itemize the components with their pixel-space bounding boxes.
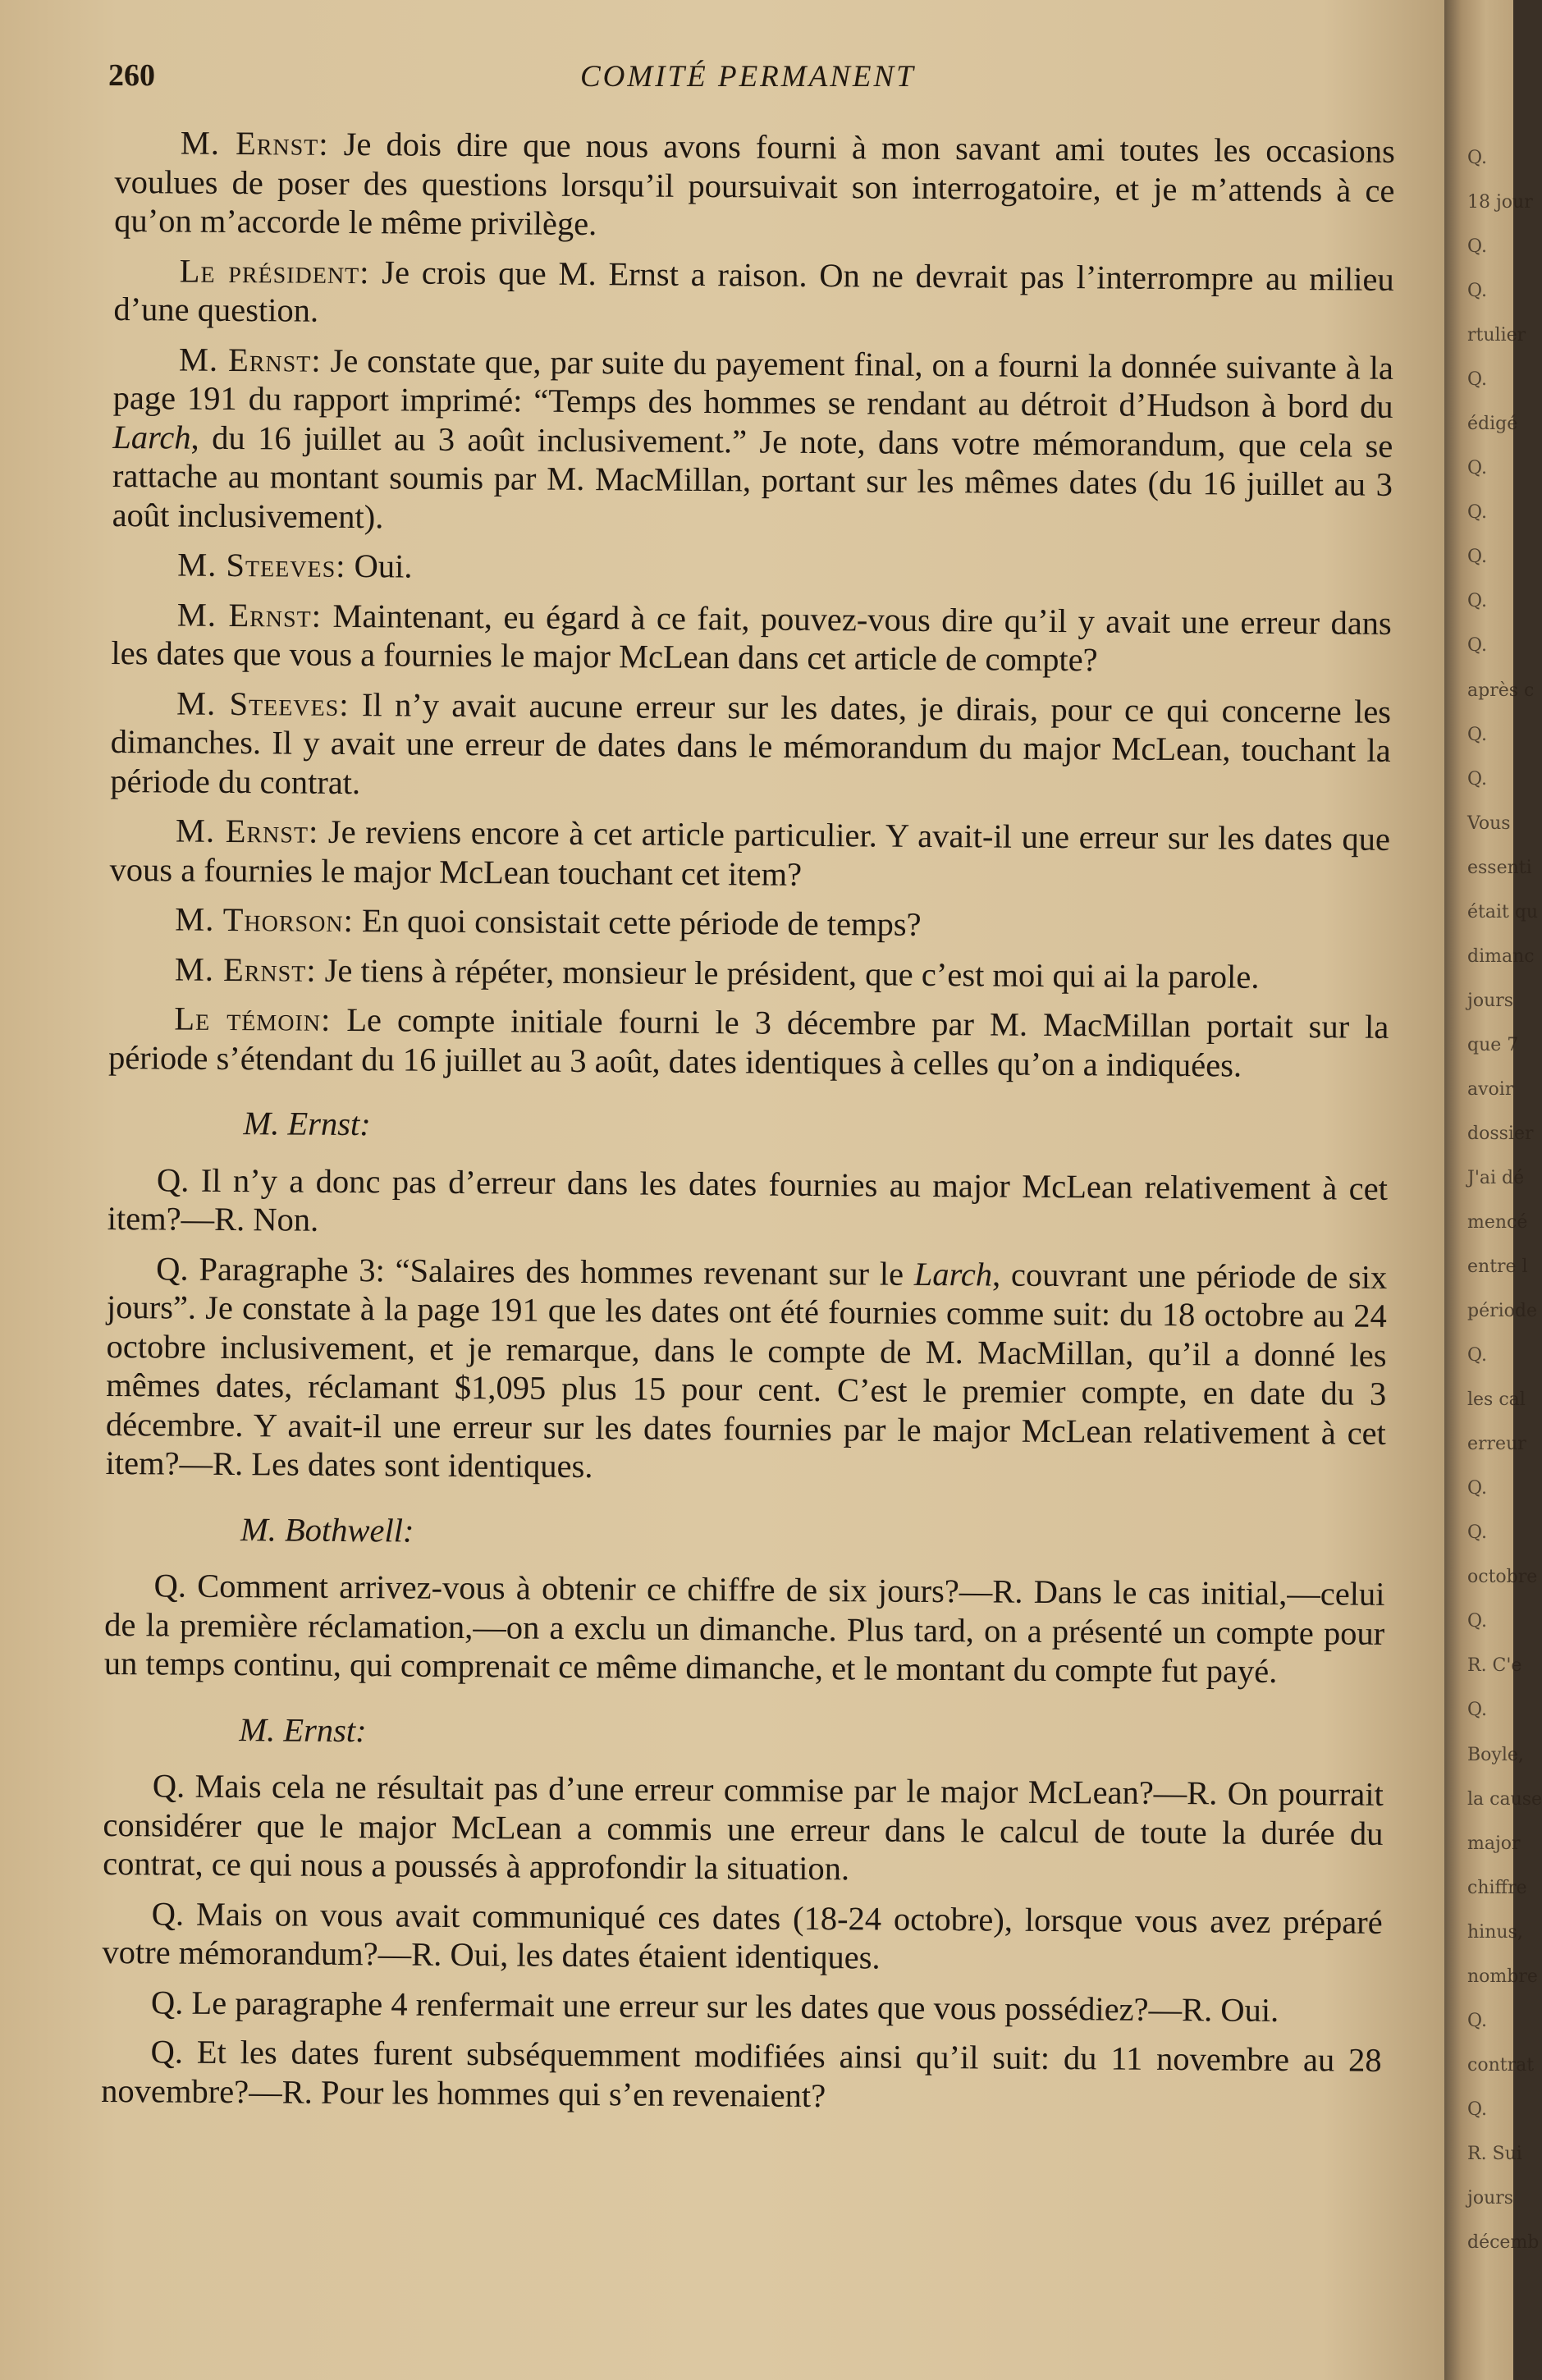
facing-page-fragment: jours [1467, 991, 1514, 1011]
paragraph-text: Je dois dire que nous avons fourni à mon savant ami toutes les occasions voulues de poser des questions lorsqu’il poursuivait son interrogatoire, et je m’attends à ce qu’on m’accorde le même privilège. [114, 125, 1395, 243]
question-answer [101, 2032, 1382, 2119]
facing-page-fragment: édigé [1467, 414, 1518, 434]
facing-page-fragment: Q. [1467, 458, 1487, 478]
question-answer [104, 1566, 1385, 1691]
facing-page-fragment: 18 jour [1467, 192, 1533, 213]
paragraph-text: Je crois que M. Ernst a raison. On ne devrait pas l’interrompre au milieu d’une question. [113, 253, 1394, 329]
paragraph-text: Je tiens à répéter, monsieur le président, que c’est moi qui ai la parole. [316, 951, 1260, 995]
facing-page-fragment: entre l [1467, 1256, 1528, 1277]
qa-text: Q. Comment arrivez-vous à obtenir ce chiffre de six jours?—R. Dans le cas initial,—celui de la première réclamation,—on a exclu un dimanche. Plus tard, on a présenté un compte pour un temps continu, qui comprenait ce même dimanche, et le montant du compte fut payé. [103, 1567, 1385, 1690]
speaker-name: M. Ernst: [175, 812, 319, 850]
facing-page-fragment: chiffre [1467, 1878, 1527, 1898]
facing-page-fragment: jours [1467, 2188, 1514, 2208]
paragraph [109, 899, 1389, 947]
facing-page-fragment: contrat [1467, 2055, 1535, 2076]
paragraph [114, 123, 1395, 249]
section-heading: M. Bothwell: [240, 1510, 414, 1549]
speaker-name: Le président: [179, 252, 370, 291]
facing-page-fragment: Q. [1467, 769, 1487, 790]
qa-text: Q. Mais on vous avait communiqué ces dates (18-24 octobre), lorsque vous avez préparé votre mémorandum?—R. Oui, les dates étaient identiques. [102, 1894, 1383, 1976]
speaker-name: M. Steeves: [177, 546, 346, 584]
qa-text: Q. Paragraphe 3: “Salaires des hommes revenant sur le [156, 1249, 915, 1293]
facing-page-fragment: Q. [1467, 1522, 1487, 1543]
facing-page-fragment: Q. [1467, 1700, 1487, 1720]
speaker-name: M. Ernst: [178, 341, 322, 379]
facing-page-fragment: Q. [1467, 1345, 1487, 1366]
page-number: 260 [108, 58, 155, 93]
facing-page-fragment: mencé [1467, 1212, 1528, 1233]
facing-page-fragment: J'ai dé [1467, 1168, 1525, 1188]
qa-text: Q. Le paragraphe 4 renfermait une erreur sur les dates que vous possédiez?—R. Oui. [150, 1983, 1279, 2029]
question-answer [103, 1766, 1384, 1892]
facing-page-fragment: Q. [1467, 148, 1487, 168]
facing-page-fragment: avoir [1467, 1079, 1514, 1100]
facing-page-fragment: Q. [1467, 2099, 1487, 2120]
facing-page-fragment: hinus, [1467, 1922, 1523, 1943]
question-answer [105, 1248, 1387, 1491]
ship-name: Larch [913, 1255, 993, 1293]
qa-text: , couvrant une période de six jours”. Je constate à la page 191 que les dates ont été fournies comme suit: du 18 octobre au 24 octobre inclusivement, et je remarque, dans le compte de M. MacMillan, qu’il a donné les mêmes dates, réclamant $1,095 plus 15 pour cent. C’est le premier compte, en date du 3 décembre. Y avait-il une erreur sur les dates fournies par le major McLean relativement à cet item?—R. Les dates sont identiques. [105, 1255, 1388, 1485]
facing-page-fragment: que 7 [1467, 1035, 1519, 1055]
facing-page-fragment: Q. [1467, 591, 1487, 611]
paragraph-text: Je reviens encore à cet article particulier. Y avait-il une erreur sur les dates que vous a fournies le major McLean touchant cet item? [109, 812, 1391, 893]
speaker-name: M. Thorson: [175, 900, 355, 940]
paragraph-text: Oui. [345, 547, 413, 585]
facing-page-fragment: Q. [1467, 236, 1487, 257]
facing-page-fragment: Q. [1467, 369, 1487, 390]
qa-text: Q. Mais cela ne résultait pas d’une erreur commise par le major McLean?—R. On pourrait considérer que le major McLean a commis une erreur dans le calcul de toute la durée du contrat, ce qui nous a poussés à approfondir la situation. [103, 1767, 1384, 1888]
facing-page-fragment: Q. [1467, 547, 1487, 567]
facing-page-fragment: essenti [1467, 858, 1532, 878]
facing-page-fragment: Q. [1467, 502, 1487, 523]
facing-page-fragment: Q. [1467, 1611, 1487, 1632]
facing-page-fragment: les cal [1467, 1389, 1526, 1410]
paragraph [113, 250, 1394, 337]
facing-page-fragment: Q. [1467, 2011, 1487, 2031]
facing-page-fragment: dossier [1467, 1124, 1534, 1144]
facing-page-fragment: Q. [1467, 635, 1487, 656]
question-answer [102, 1982, 1382, 2030]
facing-page-fragment: octobre [1467, 1567, 1538, 1587]
speaker-name: M. Steeves: [176, 684, 350, 723]
speaker-name: Le témoin: [174, 1000, 332, 1038]
running-title: COMITÉ PERMANENT [580, 60, 916, 94]
qa-text: Q. Et les dates furent subséquemment modifiées ainsi qu’il suit: du 11 novembre au 28 novembre?—R. Pour les hommes qui s’en revenaient? [101, 2033, 1382, 2114]
paragraph [108, 999, 1389, 1086]
question-answer [102, 1893, 1383, 1980]
question-answer [108, 1160, 1389, 1247]
paragraph-text: , du 16 juillet au 3 août inclusivement.” Je note, dans votre mémorandum, que cela se rattache au montant soumis par M. MacMillan, portant sur les mêmes dates (du 16 juillet au 3 août inclusivement). [112, 419, 1393, 535]
paragraph-text: Le compte initiale fourni le 3 décembre par M. MacMillan portait sur la période s’étendant du 16 juillet au 3 août, dates identiques à celles qu’on a indiquées. [108, 1000, 1389, 1084]
facing-page-fragment: décemb [1467, 2232, 1540, 2253]
paragraph-text: En quoi consistait cette période de temps? [353, 902, 922, 943]
paragraph [112, 339, 1394, 542]
paragraph [109, 949, 1389, 996]
paragraph-text: Maintenant, eu égard à ce fait, pouvez-vous dire qu’il y avait une erreur dans les dates que vous a fournies le major McLean dans cet article de compte? [111, 597, 1392, 679]
facing-page-fragment: période [1467, 1301, 1538, 1321]
facing-page-fragment: nombre [1467, 1966, 1538, 1987]
paragraph [112, 545, 1392, 593]
facing-page-fragment: Q. [1467, 281, 1487, 301]
facing-page-fragment: Boyle, [1467, 1745, 1524, 1765]
speaker-name: M. Ernst: [174, 950, 317, 989]
facing-page-edge [1444, 0, 1542, 2380]
section-heading: M. Ernst: [243, 1105, 371, 1143]
facing-page-fragment: erreur [1467, 1434, 1526, 1454]
paragraph [109, 811, 1390, 898]
speaker-name: M. Ernst: [180, 124, 329, 162]
facing-page-fragment: Vous [1467, 813, 1511, 834]
facing-page-fragment: Q. [1467, 725, 1487, 745]
paragraph-text: Il n’y avait aucune erreur sur les dates, je dirais, pour ce qui concerne les dimanches. Il y avait une erreur de dates dans le mémorandum du major McLean, touchant la période du contrat. [110, 685, 1392, 801]
qa-text: Q. Il n’y a donc pas d’erreur dans les dates fournies au major McLean relativement à cet item?—R. Non. [107, 1160, 1389, 1238]
facing-page-fragment: était qu [1467, 902, 1539, 922]
facing-page-fragment: Q. [1467, 1478, 1487, 1499]
page-body [101, 123, 1395, 2130]
facing-page-fragment: R. Sui [1467, 2144, 1522, 2164]
paragraph [111, 594, 1392, 681]
page-header [108, 51, 1389, 100]
facing-page-fragment: major [1467, 1833, 1521, 1854]
section-heading: M. Ernst: [239, 1710, 367, 1749]
paragraph-text: Je constate que, par suite du payement final, on a fourni la donnée suivante à la page 191 du rapport imprimé: “Temps des hommes se rendant au détroit d’Hudson à bord du [112, 341, 1394, 425]
speaker-name: M. Ernst: [176, 596, 323, 634]
facing-page-fragment: après c [1467, 680, 1535, 701]
facing-page-fragment: rtulier [1467, 325, 1526, 346]
facing-page-fragment: dimanc [1467, 946, 1535, 967]
facing-page-fragment: la cause [1467, 1789, 1542, 1810]
ship-name: Larch [112, 418, 191, 456]
facing-page-fragment: R. C'e [1467, 1655, 1522, 1676]
paragraph [110, 683, 1391, 808]
